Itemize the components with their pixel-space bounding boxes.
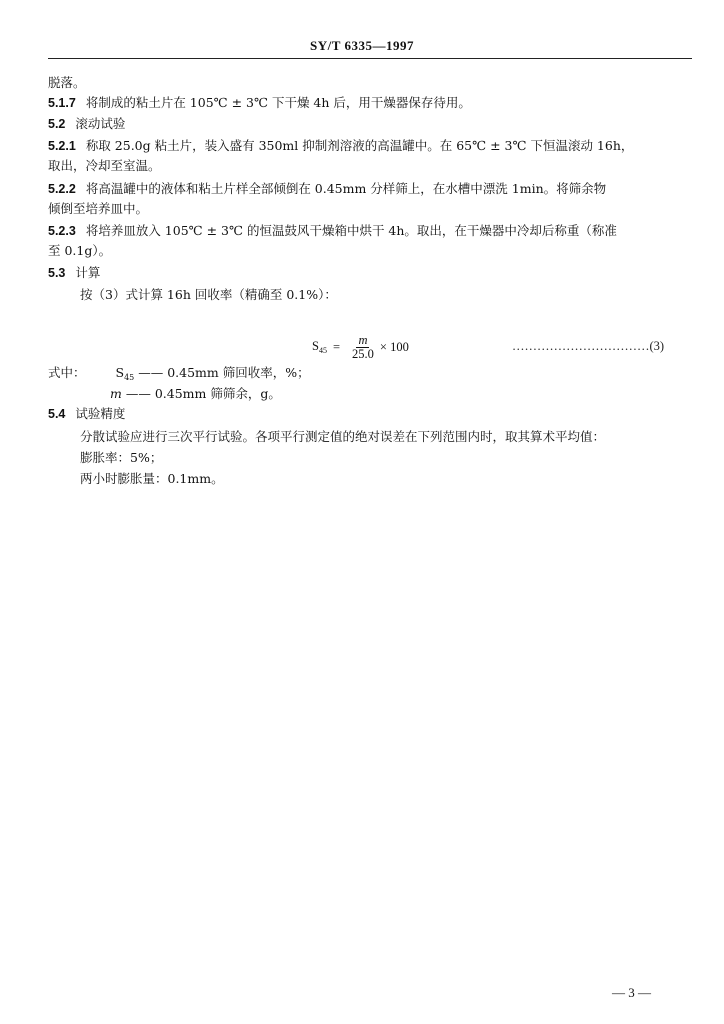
multiplier: × 100 xyxy=(379,339,409,354)
clause-number: 5.1.7 xyxy=(48,96,76,110)
section-number: 5.3 xyxy=(48,266,66,280)
clause-5-1-7 xyxy=(48,95,690,111)
section-number: 5.4 xyxy=(48,407,66,421)
clause-5-2-1-cont: 取出，冷却至室温。 xyxy=(48,158,161,173)
page-header-standard-number: SY/T 6335—1997 xyxy=(310,38,414,53)
clause-number: 5.2.2 xyxy=(48,182,76,196)
equation-number: ……………………………(3) xyxy=(512,339,665,353)
section-number: 5.2 xyxy=(48,117,66,131)
equation-3 xyxy=(312,332,409,361)
clause-text: 将制成的粘土片在 105℃ ± 3℃ 下干燥 4h 后，用干燥器保存待用。 xyxy=(85,95,471,110)
section-title: 试验精度 xyxy=(75,406,126,421)
precision-two-hour-swelling: 两小时膨胀量：0.1mm。 xyxy=(80,471,224,486)
clause-5-2-3 xyxy=(48,223,690,239)
clause-5-2-3-cont: 至 0.1g）。 xyxy=(48,243,112,258)
equals-sign: = xyxy=(332,339,341,354)
where-line-1 xyxy=(48,365,690,386)
where-label: 式中： xyxy=(48,365,86,380)
clause-5-2-2 xyxy=(48,181,690,197)
where-line-2 xyxy=(110,386,690,402)
section-5-3 xyxy=(48,265,690,281)
clause-number: 5.2.3 xyxy=(48,224,76,238)
formula-lhs: $S_{45}$ xyxy=(312,339,327,355)
precision-swelling-rate: 膨胀率：5%； xyxy=(80,450,163,465)
clause-number: 5.2.1 xyxy=(48,139,76,153)
symbol-s45: $S_{45}$ xyxy=(115,365,135,382)
section-5-2 xyxy=(48,116,690,132)
clause-text: 称取 25.0g 粘土片，装入盛有 350ml 抑制剂溶液的高温罐中。在 65℃ ± 3℃ 下恒温滚动 16h， xyxy=(85,138,634,153)
symbol-m-description: —— 0.45mm 筛筛余，g。 xyxy=(125,386,281,401)
fraction-numerator: m xyxy=(358,332,368,347)
text-line: 脱落。 xyxy=(48,75,86,90)
header-rule xyxy=(48,58,692,59)
clause-5-2-2-cont: 倾倒至培养皿中。 xyxy=(48,201,149,216)
fraction xyxy=(352,334,374,361)
section-5-4 xyxy=(48,406,690,422)
calculation-intro: 按（3）式计算 16h 回收率（精确至 0.1%）： xyxy=(80,287,337,302)
section-title: 计算 xyxy=(75,265,101,280)
precision-intro: 分散试验应进行三次平行试验。各项平行测定值的绝对误差在下列范围内时，取其算术平均值： xyxy=(80,429,606,444)
clause-text: 将高温罐中的液体和粘土片样全部倾倒在 0.45mm 分样筛上，在水槽中漂洗 1min。将筛余物 xyxy=(85,181,607,196)
fraction-denominator: 25.0 xyxy=(352,346,374,361)
symbol-m: m xyxy=(110,386,122,401)
symbol-s45-description: —— 0.45mm 筛回收率，%； xyxy=(138,365,310,380)
clause-text: 将培养皿放入 105℃ ± 3℃ 的恒温鼓风干燥箱中烘干 4h。取出，在干燥器中冷却后称重（称准 xyxy=(85,223,617,238)
clause-5-2-1 xyxy=(48,138,690,154)
section-title: 滚动试验 xyxy=(75,116,126,131)
page-number: — 3 — xyxy=(612,985,651,1000)
